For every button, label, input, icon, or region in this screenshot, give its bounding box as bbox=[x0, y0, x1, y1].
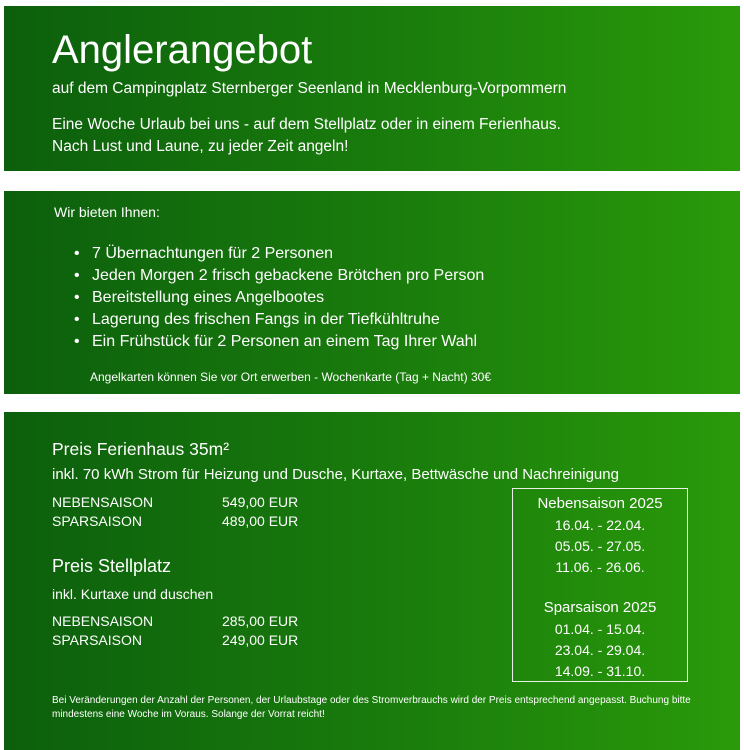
date-range: 01.04. - 15.04. bbox=[554, 621, 646, 637]
sparsaison-title: Sparsaison 2025 bbox=[543, 599, 657, 616]
price-value: 285,00 EUR bbox=[222, 613, 299, 629]
date-range: 14.09. - 31.10. bbox=[554, 663, 646, 679]
list-item: • Lagerung des frischen Fangs in der Tiefkühltruhe bbox=[74, 309, 484, 331]
offer-list bbox=[74, 243, 484, 353]
price-label: SPARSAISON bbox=[52, 632, 142, 648]
price-value: 549,00 EUR bbox=[222, 494, 299, 510]
price-value: 249,00 EUR bbox=[222, 632, 299, 648]
stellplatz-inclusions: inkl. Kurtaxe und duschen bbox=[52, 586, 214, 602]
pricing-panel bbox=[4, 412, 740, 750]
page-title: Anglerangebot bbox=[52, 28, 313, 72]
date-range: 05.05. - 27.05. bbox=[554, 538, 646, 554]
price-label: NEBENSAISON bbox=[52, 494, 154, 510]
ferienhaus-price-table bbox=[52, 494, 322, 532]
pricing-footnote: Bei Veränderungen der Anzahl der Personen, der Urlaubstage oder des Stromverbrauchs wird der Preis entsprechend angepasst. Buchung bitte mindestens eine Woche im Voraus. Solange der Vorrat reicht! bbox=[52, 695, 691, 720]
ferienhaus-inclusions: inkl. 70 kWh Strom für Heizung und Dusche, Kurtaxe, Bettwäsche und Nachreinigung bbox=[52, 466, 619, 483]
price-row bbox=[52, 613, 322, 632]
price-row bbox=[52, 494, 322, 513]
season-dates-box bbox=[512, 488, 688, 682]
price-row bbox=[52, 513, 322, 532]
list-item: • Jeden Morgen 2 frisch gebackene Brötchen pro Person bbox=[74, 265, 484, 287]
date-range: 23.04. - 29.04. bbox=[554, 642, 646, 658]
intro-line-1: Eine Woche Urlaub bei uns - auf dem Stellplatz oder in einem Ferienhaus. bbox=[52, 116, 561, 133]
nebensaison-title: Nebensaison 2025 bbox=[537, 495, 663, 512]
ferienhaus-price-title: Preis Ferienhaus 35m² bbox=[52, 439, 230, 459]
offer-panel bbox=[4, 191, 740, 394]
intro-line-2: Nach Lust und Laune, zu jeder Zeit angeln! bbox=[52, 138, 349, 155]
list-item: • Ein Frühstück für 2 Personen an einem Tag Ihrer Wahl bbox=[74, 331, 484, 353]
price-row bbox=[52, 632, 322, 651]
header-panel bbox=[4, 6, 740, 171]
price-label: SPARSAISON bbox=[52, 513, 142, 529]
price-label: NEBENSAISON bbox=[52, 613, 154, 629]
list-item: • 7 Übernachtungen für 2 Personen bbox=[74, 243, 484, 265]
stellplatz-price-table bbox=[52, 613, 322, 651]
sparsaison-block bbox=[513, 597, 687, 682]
date-range: 11.06. - 26.06. bbox=[555, 559, 645, 575]
price-value: 489,00 EUR bbox=[222, 513, 299, 529]
date-range: 16.04. - 22.04. bbox=[554, 517, 646, 533]
offer-heading: Wir bieten Ihnen: bbox=[54, 204, 160, 220]
fishing-license-note: Angelkarten können Sie vor Ort erwerben - Wochenkarte (Tag + Nacht) 30€ bbox=[90, 370, 491, 384]
nebensaison-block bbox=[513, 493, 687, 578]
stellplatz-price-title: Preis Stellplatz bbox=[52, 556, 172, 576]
list-item: • Bereitstellung eines Angelbootes bbox=[74, 287, 484, 309]
page-subtitle: auf dem Campingplatz Sternberger Seenland in Mecklenburg-Vorpommern bbox=[52, 80, 567, 97]
